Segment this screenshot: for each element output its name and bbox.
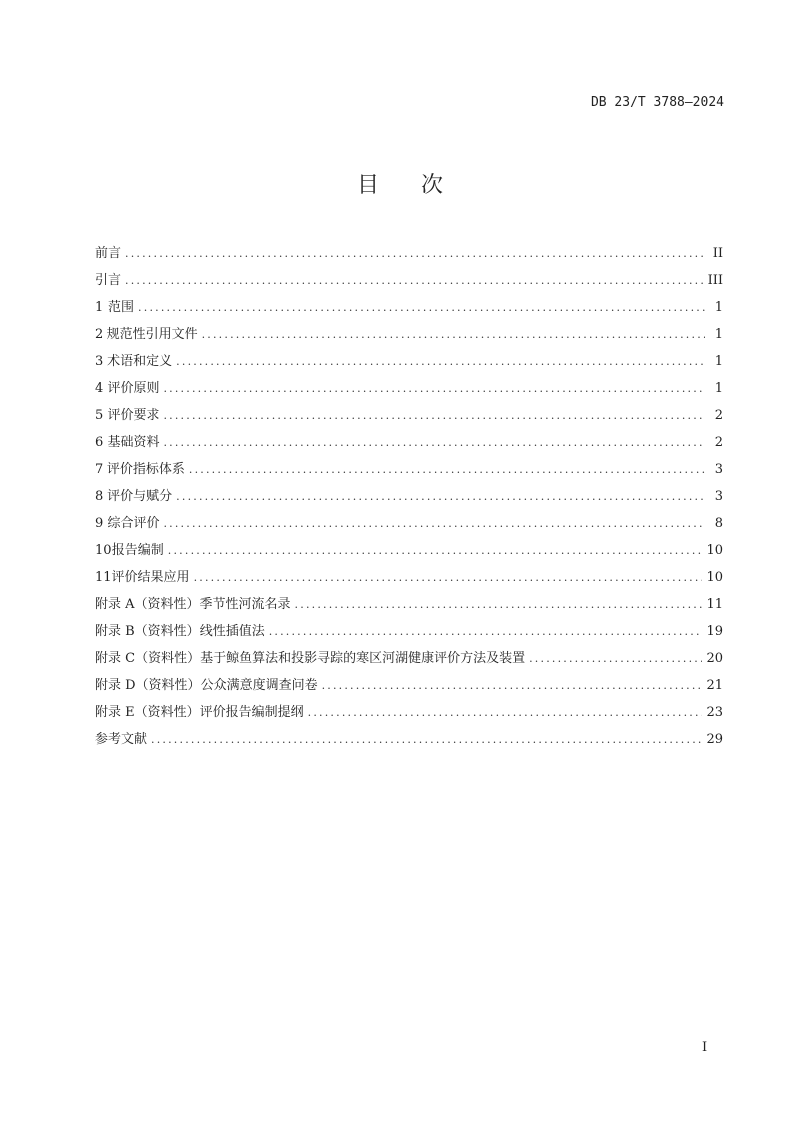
toc-page: 1 (714, 381, 723, 396)
toc-page: 3 (714, 489, 723, 504)
toc-page: II (712, 246, 723, 261)
toc-label: 术语和定义 (107, 354, 173, 369)
leader-dots (269, 618, 703, 645)
toc-page: 23 (706, 705, 723, 720)
toc-label: 公众满意度调查问卷 (200, 678, 318, 693)
toc-page: 1 (714, 300, 723, 315)
toc-number: 5 (95, 408, 104, 423)
toc-entry-appendix-d[interactable] (95, 672, 723, 699)
toc-entry-3[interactable] (95, 348, 723, 375)
toc-page: 1 (714, 354, 723, 369)
leader-dots (138, 294, 705, 321)
leader-dots (295, 591, 703, 618)
toc-entry-introduction[interactable] (95, 267, 723, 294)
leader-dots (125, 240, 705, 267)
toc-label: 规范性引用文件 (106, 327, 198, 342)
toc-entry-foreword[interactable] (95, 240, 723, 267)
toc-entry-8[interactable] (95, 483, 723, 510)
toc-page: 21 (706, 678, 723, 693)
toc-entry-1[interactable] (95, 294, 723, 321)
toc-page: 11 (706, 597, 723, 612)
toc-page: 8 (714, 516, 723, 531)
toc-label: 报告编制 (111, 543, 164, 558)
toc-label: 基础资料 (107, 435, 160, 450)
title-char-2: 次 (421, 173, 444, 198)
leader-dots (163, 375, 705, 402)
toc-label: 评价要求 (107, 408, 160, 423)
footer-page-number: I (702, 1040, 708, 1055)
toc-number: 3 (95, 354, 104, 369)
toc-entry-appendix-c[interactable] (95, 645, 723, 672)
toc-label: 基于鲸鱼算法和投影寻踪的寒区河湖健康评价方法及装置 (200, 651, 526, 666)
leader-dots (176, 483, 705, 510)
toc-entry-9[interactable] (95, 510, 723, 537)
toc-entry-4[interactable] (95, 375, 723, 402)
leader-dots (529, 645, 702, 672)
toc-entry-11[interactable] (95, 564, 723, 591)
toc-number: 1 (95, 300, 104, 315)
leader-dots (322, 672, 703, 699)
toc-entry-5[interactable] (95, 402, 723, 429)
leader-dots (308, 699, 703, 726)
toc-label: 评价指标体系 (106, 462, 185, 477)
leader-dots (151, 726, 702, 753)
leader-dots (176, 348, 705, 375)
toc-number: 6 (95, 435, 104, 450)
appendix-prefix: 附录 C（资料性） (95, 651, 201, 666)
toc-entry-appendix-e[interactable] (95, 699, 723, 726)
leader-dots (163, 429, 705, 456)
toc-label: 引言 (95, 273, 122, 288)
leader-dots (189, 456, 705, 483)
toc-entry-7[interactable] (95, 456, 723, 483)
toc-label: 评价原则 (107, 381, 160, 396)
leader-dots (163, 510, 705, 537)
toc-number: 8 (95, 489, 104, 504)
table-of-contents (95, 240, 723, 753)
toc-number: 9 (95, 516, 104, 531)
toc-label: 评价结果应用 (111, 570, 190, 585)
standard-code: DB 23/T 3788—2024 (590, 95, 724, 110)
toc-entry-references[interactable] (95, 726, 723, 753)
leader-dots (125, 267, 704, 294)
toc-page: III (707, 273, 723, 288)
toc-page: 1 (714, 327, 723, 342)
toc-label: 评价与赋分 (107, 489, 173, 504)
toc-label: 前言 (95, 246, 122, 261)
toc-number: 2 (95, 327, 104, 342)
leader-dots (194, 564, 703, 591)
toc-label: 综合评价 (107, 516, 160, 531)
toc-page: 10 (706, 543, 723, 558)
appendix-prefix: 附录 D（资料性） (95, 678, 201, 693)
toc-entry-2[interactable] (95, 321, 723, 348)
appendix-prefix: 附录 B（资料性） (95, 624, 200, 639)
toc-page: 3 (714, 462, 723, 477)
toc-label: 参考文献 (95, 732, 148, 747)
toc-page: 2 (714, 435, 723, 450)
leader-dots (168, 537, 703, 564)
toc-page: 29 (706, 732, 723, 747)
leader-dots (163, 402, 705, 429)
toc-entry-appendix-a[interactable] (95, 591, 723, 618)
toc-entry-appendix-b[interactable] (95, 618, 723, 645)
toc-entry-6[interactable] (95, 429, 723, 456)
toc-number: 7 (95, 462, 104, 477)
leader-dots (202, 321, 705, 348)
toc-entry-10[interactable] (95, 537, 723, 564)
appendix-prefix: 附录 E（资料性） (95, 705, 200, 720)
toc-number: 10 (95, 543, 112, 558)
toc-label: 范围 (108, 300, 135, 315)
toc-label: 线性插值法 (199, 624, 265, 639)
toc-label: 季节性河流名录 (199, 597, 291, 612)
toc-page: 19 (706, 624, 723, 639)
toc-number: 11 (95, 570, 112, 585)
title-char-1: 目 (356, 173, 379, 198)
page-title (0, 168, 800, 199)
toc-number: 4 (95, 381, 104, 396)
toc-page: 10 (706, 570, 723, 585)
toc-page: 20 (706, 651, 723, 666)
toc-label: 评价报告编制提纲 (199, 705, 304, 720)
toc-page: 2 (714, 408, 723, 423)
appendix-prefix: 附录 A（资料性） (95, 597, 200, 612)
